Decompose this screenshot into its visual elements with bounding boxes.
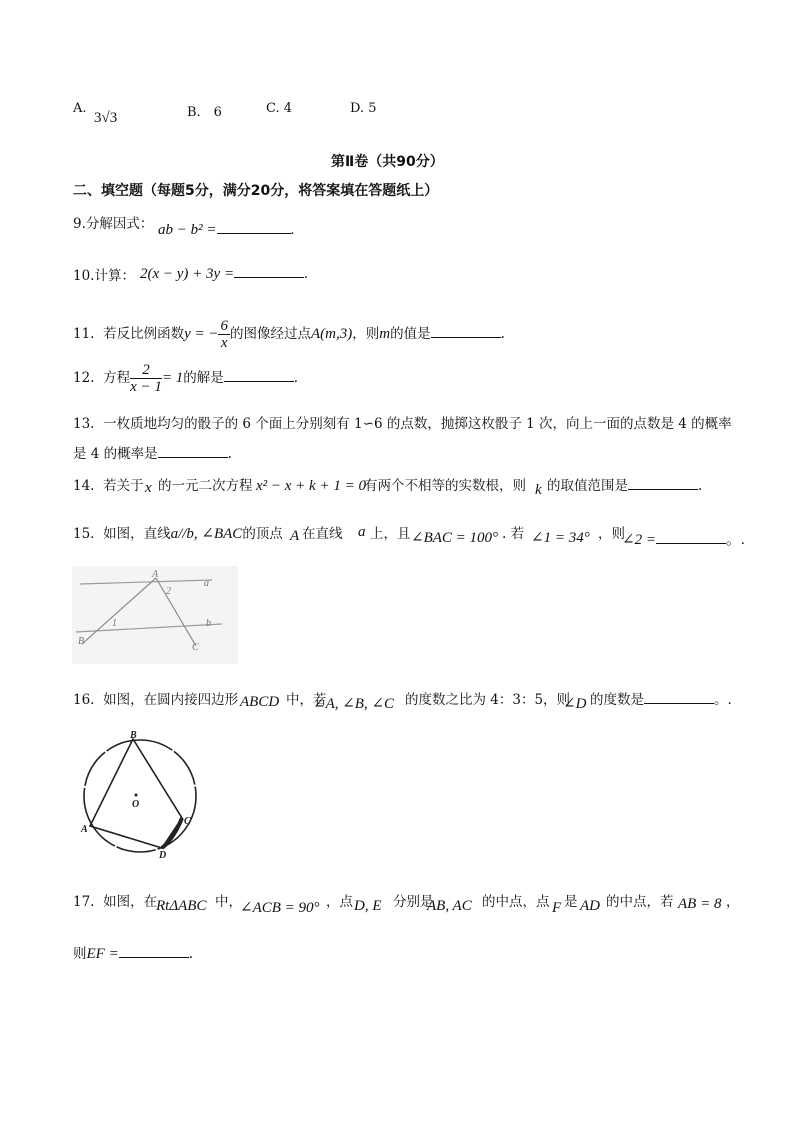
q16-angle-d: ∠D <box>563 696 587 712</box>
q11-fraction: $\frac{6}{x}$ <box>220 318 228 351</box>
q14-var-k: k <box>535 482 542 498</box>
figure-16-cyclic-quadrilateral <box>78 726 206 862</box>
label-A: A <box>81 824 88 835</box>
center-point <box>135 794 138 797</box>
q16-text-mid1: 中，若 <box>286 692 327 708</box>
figure-15-parallel-lines <box>72 566 238 664</box>
q15-var-A: A <box>290 528 300 544</box>
section-title: 第Ⅱ卷（共90分） <box>331 154 444 170</box>
label-D: D <box>159 850 167 861</box>
q17-text-mid4: 的中点，点 <box>482 894 550 910</box>
question-10: 10.计算： <box>73 268 135 284</box>
q14-text-post2: 的取值范围是 . <box>547 478 703 494</box>
q17-segments: AB, AC <box>427 898 472 914</box>
q15-text-mid3: 上，且 <box>370 526 411 542</box>
q17-angle-acb: ∠ACB = 90° <box>240 900 320 916</box>
label-B: B <box>78 636 85 647</box>
q15-text-mid4: . 若 <box>502 526 525 542</box>
option-d: D. 5 <box>350 101 377 116</box>
label-C: C <box>184 816 191 827</box>
q14-equation: x² − x + k + 1 = 0 <box>256 478 366 494</box>
circle-o <box>84 740 196 852</box>
question-16: 16. 如图，在圆内接四边形 <box>73 692 239 708</box>
option-a-label: A. <box>73 101 87 116</box>
question-9: 9.分解因式： <box>73 216 154 232</box>
q14-text-mid: 的一元二次方程 <box>158 478 253 494</box>
q17-text-mid2: ，点 <box>326 894 353 910</box>
label-C: C <box>192 642 199 653</box>
question-17-line2: 则EF = . <box>73 946 193 962</box>
question-13: 13. 一枚质地均匀的骰子的 6 个面上分别刻有 1∽6 的点数，抛掷这枚骰子 1 次，向上一面的点数是 4 的概率 <box>73 416 732 432</box>
q17-point-f: F <box>552 900 562 916</box>
q16-quad: ABCD <box>240 694 280 710</box>
q9-expression: ab − b² = . <box>158 222 295 238</box>
q15-text-mid2: 在直线 <box>302 526 343 542</box>
q17-text-mid1: 中， <box>215 894 242 910</box>
option-b: B. 6 <box>187 105 222 120</box>
label-A: A <box>152 569 159 580</box>
q15-var-a: a <box>358 524 366 540</box>
q17-triangle: RtΔABC <box>156 898 207 914</box>
q17-text-mid5: 是 <box>564 894 578 910</box>
part-heading: 二、填空题（每题5分，满分20分，将答案填在答题纸上） <box>73 183 439 199</box>
q16-angles: ∠A, ∠B, ∠C <box>313 696 395 712</box>
q16-text-mid2: 的度数之比为 4：3：5，则 <box>405 692 571 708</box>
label-1: 1 <box>112 618 117 629</box>
q17-text-mid6: 的中点，若 <box>606 894 674 910</box>
label-b: b <box>206 618 211 629</box>
q17-segment-ad: AD <box>580 898 600 914</box>
label-B: B <box>130 730 137 741</box>
q10-expression: 2(x − y) + 3y = . <box>140 266 308 282</box>
q14-var-x: x <box>145 480 152 496</box>
q12-fraction: $\frac{2}{x - 1}$ <box>130 362 162 395</box>
q15-text-mid5: ，则 <box>598 526 625 542</box>
label-2: 2 <box>166 586 171 597</box>
label-O: O <box>132 799 140 810</box>
q15-angle-1: ∠1 = 34° <box>531 530 590 546</box>
question-14: 14. 若关于 <box>73 478 144 494</box>
q17-text-mid7: ， <box>726 894 740 910</box>
question-13-line2: 是 4 的概率是 . <box>73 446 232 462</box>
question-15: 15. 如图，直线a//b, ∠BAC的顶点 <box>73 526 283 542</box>
option-a-value: 3√3 <box>94 110 118 126</box>
q16-text-post: 的度数是 。. <box>590 692 732 708</box>
q17-text-mid3: 分别是 <box>393 894 434 910</box>
q17-ab-length: AB = 8 <box>678 896 722 912</box>
label-a: a <box>204 578 209 589</box>
question-12: 12. 方程 $\frac{2}{x - 1}$ = 1的解是 . <box>73 362 299 395</box>
question-11: 11. 若反比例函数y = − $\frac{6}{x}$ 的图像经过点A(m,3)，则m的值是 . <box>73 318 505 351</box>
q15-angle-2: ∠2 = 。. <box>622 532 745 548</box>
q15-angle-bac: ∠BAC = 100° <box>411 530 499 546</box>
option-c: C. 4 <box>266 101 293 116</box>
q14-text-post: 有两个不相等的实数根，则 <box>364 478 526 494</box>
question-17: 17. 如图，在 <box>73 894 158 910</box>
q17-points-de: D, E <box>354 898 382 914</box>
